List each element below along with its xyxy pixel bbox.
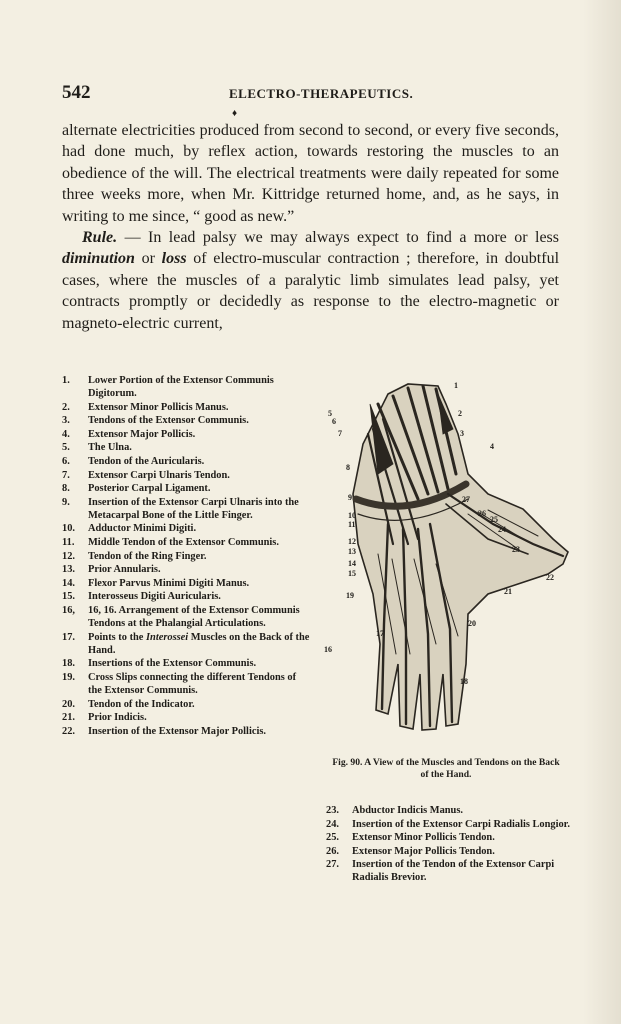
legend-number: 7.	[62, 469, 70, 481]
legend-text-part: Points to the	[88, 631, 147, 643]
legend-item	[62, 401, 312, 414]
legend-item	[62, 428, 312, 441]
figure-label: 4	[490, 442, 494, 451]
figure-label: 17	[376, 629, 384, 638]
legend-item	[62, 455, 312, 468]
figure-label: 1	[454, 381, 458, 390]
figure-label: 3	[460, 429, 464, 438]
legend-number: 24.	[326, 818, 339, 830]
legend-item	[326, 804, 576, 817]
legend-number: 3.	[62, 415, 70, 427]
figure-label: 15	[348, 569, 356, 578]
legend-item	[62, 563, 312, 576]
legend-text: Extensor Minor Pollicis Tendon.	[352, 832, 495, 844]
legend-number: 4.	[62, 428, 70, 440]
figure-label: 7	[338, 429, 342, 438]
body-text	[62, 120, 559, 334]
legend-item	[326, 858, 576, 885]
legend-item	[62, 698, 312, 711]
rule-text-3: of electro-muscular contraction ; therefore, in doubtful cases, where the muscles of a paralytic limb simulates lead palsy, yet contracts promptly or decidedly as response to the electro-magnetic or magneto-electric current,	[62, 250, 560, 332]
legend-text-italic: Interossei	[146, 631, 189, 643]
legend-text: Middle Tendon of the Extensor Communis.	[88, 537, 279, 548]
legend-text: Tendon of the Auricularis.	[88, 456, 205, 467]
legend-text: Insertion of the Tendon of the Extensor Carpi Radialis Brevior.	[352, 859, 555, 884]
rule-text-2: or	[134, 250, 162, 268]
figure-label: 23	[512, 545, 520, 554]
legend-number: 8.	[62, 483, 70, 495]
legend-item	[62, 441, 312, 454]
paragraph-rule	[62, 227, 559, 334]
legend-text: The Ulna.	[88, 442, 132, 454]
figure-label: 27	[462, 495, 470, 504]
legend-number: 22.	[62, 725, 75, 737]
legend-number: 6.	[62, 456, 70, 467]
legend-item	[62, 414, 312, 427]
legend-number: 14.	[62, 577, 75, 589]
legend-item	[62, 590, 312, 603]
legend-item	[62, 671, 312, 698]
running-head: ELECTRO-THERAPEUTICS.	[229, 86, 414, 101]
figure-label: 11	[348, 520, 356, 529]
rule-word-diminution: diminution	[62, 250, 135, 268]
legend-text: Adductor Minimi Digiti.	[88, 523, 197, 535]
figure-label: 18	[460, 677, 468, 686]
legend-item	[326, 818, 576, 831]
legend-number: 2.	[62, 401, 70, 413]
figure-label: 8	[346, 463, 350, 472]
printer-mark: ♦	[232, 108, 238, 119]
legend-item	[62, 631, 312, 658]
legend-number: 11.	[62, 537, 75, 548]
figure-label: 16	[324, 645, 332, 654]
legend-number: 18.	[62, 658, 75, 670]
legend-number: 21.	[62, 712, 75, 724]
figure-label: 10	[348, 511, 356, 520]
legend-number: 19.	[62, 671, 75, 683]
legend-number: 10.	[62, 523, 75, 535]
legend-number: 23.	[326, 805, 339, 816]
figure-label: 20	[468, 619, 476, 628]
hand-anatomy-illustration	[318, 374, 570, 754]
legend-number: 16,	[62, 604, 75, 616]
figure-label: 25	[490, 515, 498, 524]
legend-item	[62, 550, 312, 563]
figure-caption: Fig. 90. A View of the Muscles and Tendons on the Back of the Hand.	[332, 757, 560, 780]
legend-number: 13.	[62, 564, 75, 576]
legend-item	[62, 657, 312, 670]
legend-text: Flexor Parvus Minimi Digiti Manus.	[88, 577, 250, 589]
legend-item	[62, 536, 312, 549]
legend-text: Tendon of the Ring Finger.	[88, 550, 207, 562]
legend-item	[62, 469, 312, 482]
legend-item	[62, 577, 312, 590]
figure-label: 24	[498, 525, 506, 534]
legend-text: Interosseus Digiti Auricularis.	[88, 591, 221, 603]
legend-text: Extensor Carpi Ulnaris Tendon.	[88, 469, 230, 481]
legend-text: Extensor Minor Pollicis Manus.	[88, 401, 229, 413]
legend-item	[62, 374, 312, 401]
legend-text-part: Muscles on the Back of the Hand.	[88, 631, 310, 656]
legend-item	[62, 496, 312, 523]
legend-text: Tendon of the Indicator.	[88, 698, 195, 710]
legend-text: 16, 16. Arrangement of the Extensor Communis Tendons at the Phalangial Articulations.	[88, 604, 300, 629]
legend-text: Tendons of the Extensor Communis.	[88, 415, 249, 427]
rule-word-loss: loss	[161, 250, 187, 268]
page-edge-shadow	[583, 0, 621, 1024]
legend-text: Prior Indicis.	[88, 712, 147, 724]
rule-text-1: — In lead palsy we may always expect to find a more or less	[117, 229, 559, 247]
legend-number: 9.	[62, 496, 70, 508]
figure-label: 13	[348, 547, 356, 556]
figure-label: 6	[332, 417, 336, 426]
figure-label: 5	[328, 409, 332, 418]
legend-text: Insertion of the Extensor Major Pollicis.	[88, 725, 266, 737]
legend-number: 12.	[62, 550, 75, 562]
legend-item	[62, 482, 312, 495]
legend-text: Prior Annularis.	[88, 564, 161, 576]
figure-legend-right	[326, 804, 576, 885]
legend-number: 26.	[326, 845, 339, 857]
legend-number: 27.	[326, 859, 339, 871]
legend-text: Extensor Major Pollicis Tendon.	[352, 845, 495, 857]
legend-text: Insertions of the Extensor Communis.	[88, 658, 257, 670]
legend-item	[62, 725, 312, 738]
legend-number: 25.	[326, 832, 339, 844]
rule-label: Rule.	[82, 229, 118, 247]
legend-item	[62, 604, 312, 631]
page-number: 542	[62, 82, 91, 103]
legend-text: Posterior Carpal Ligament.	[88, 483, 211, 495]
legend-number: 1.	[62, 375, 70, 386]
legend-text	[88, 631, 312, 658]
figure-label: 14	[348, 559, 356, 568]
legend-text: Cross Slips connecting the different Tendons of the Extensor Communis.	[88, 671, 297, 697]
figure-label: 19	[346, 591, 354, 600]
figure-label: 2	[458, 409, 462, 418]
legend-item	[326, 845, 576, 858]
figure-label: 26	[478, 509, 486, 518]
legend-number: 15.	[62, 591, 75, 603]
legend-text: Extensor Major Pollicis.	[88, 428, 196, 440]
paragraph-1: alternate electricities produced from second to second, or every five seconds, had done much, by reflex action, towards restoring the muscles to an obedience of the will. The electrical treatments were daily repeated for some three weeks more, when Mr. Kittridge returned home, and, as he says, in writing to me since, “ good as new.”	[62, 122, 559, 225]
legend-number: 17.	[62, 631, 75, 643]
legend-text: Abductor Indicis Manus.	[352, 805, 463, 816]
legend-item	[62, 711, 312, 724]
legend-text: Insertion of the Extensor Carpi Ulnaris into the Metacarpal Bone of the Little Finger.	[88, 496, 299, 521]
figure-label: 22	[546, 573, 554, 582]
figure-legend-left	[62, 374, 312, 738]
figure-label: 9	[348, 493, 352, 502]
figure-label: 21	[504, 587, 512, 596]
legend-number: 5.	[62, 442, 70, 454]
legend-item	[62, 522, 312, 535]
legend-text: Insertion of the Extensor Carpi Radialis Longior.	[352, 818, 570, 830]
legend-item	[326, 831, 576, 844]
figure-label: 12	[348, 537, 356, 546]
legend-text: Lower Portion of the Extensor Communis Digitorum.	[88, 375, 274, 400]
legend-number: 20.	[62, 698, 75, 710]
page-header	[62, 82, 562, 104]
